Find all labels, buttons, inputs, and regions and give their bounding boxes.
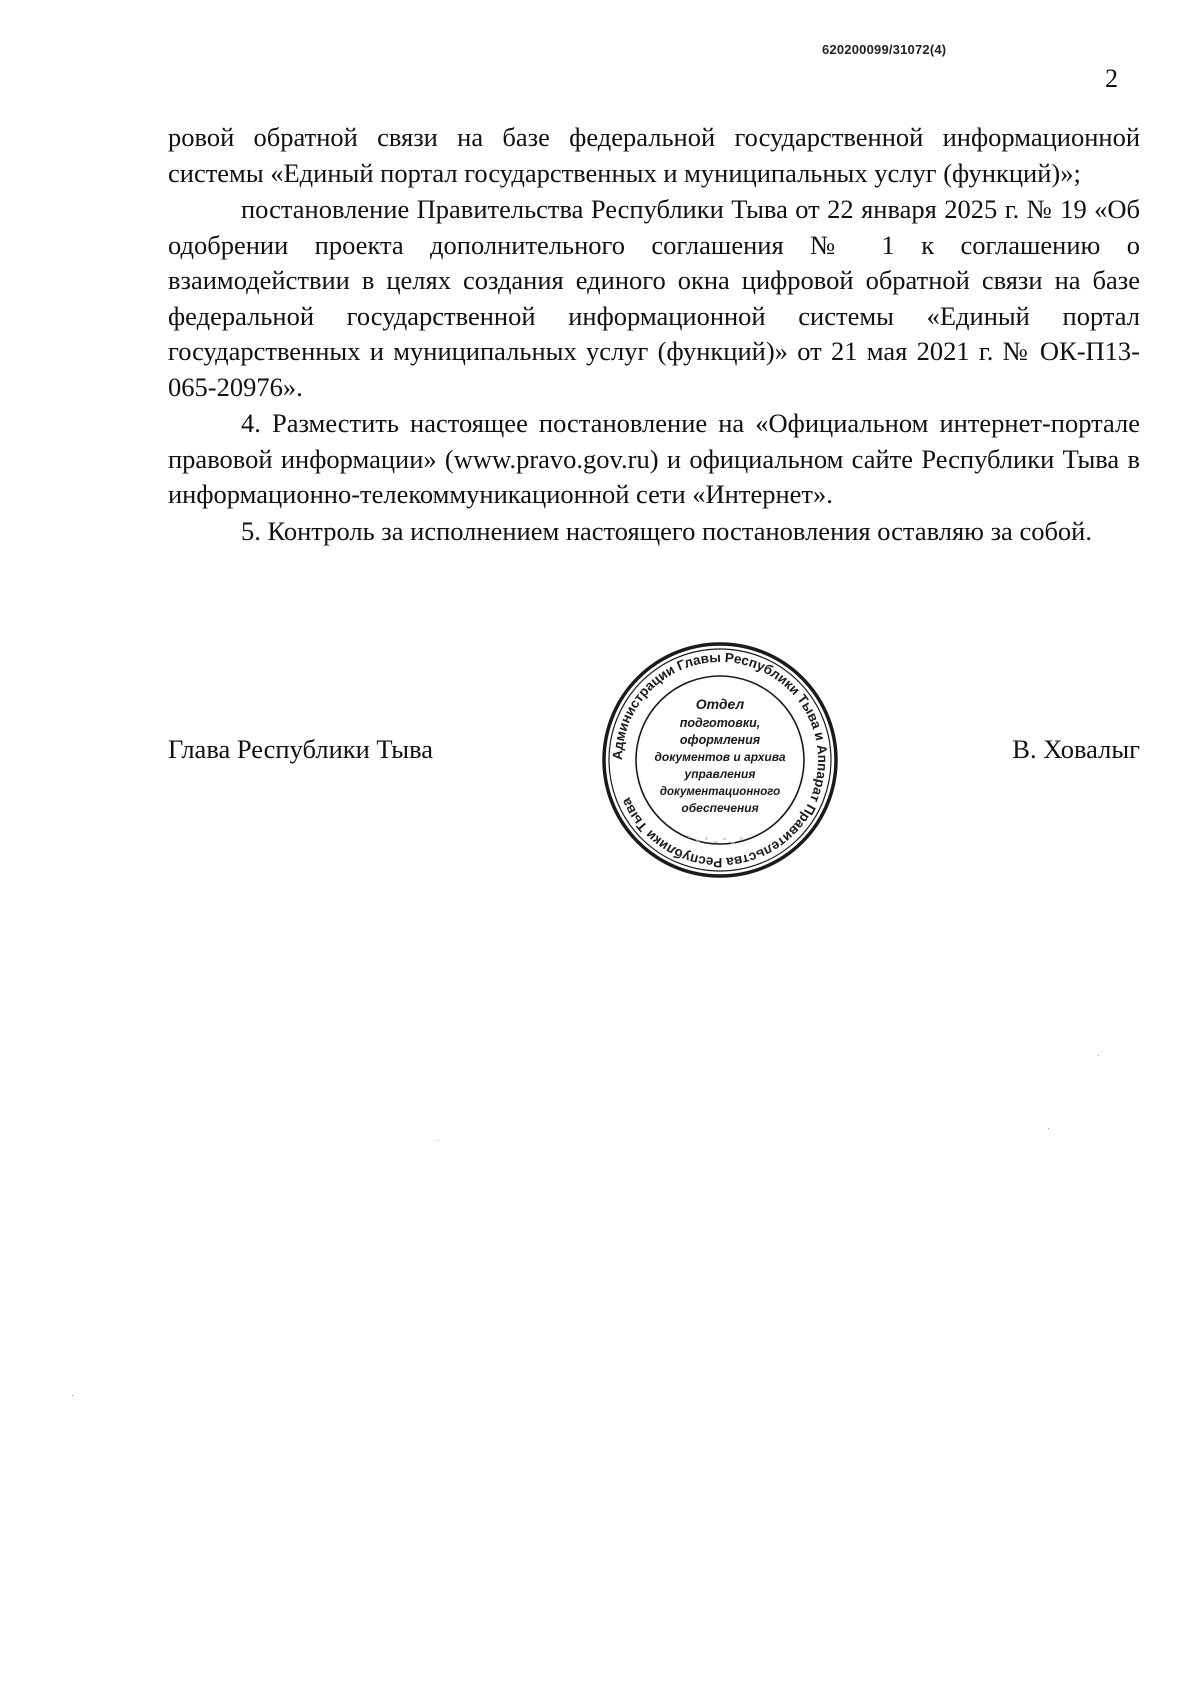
paragraph-item-5: 5. Контроль за исполнением настоящего постановления оставляю за собой. bbox=[241, 515, 1092, 546]
document-body bbox=[168, 120, 1140, 550]
stamp-line-1: Отдел bbox=[695, 696, 745, 712]
stamp-line-2: подготовки, bbox=[679, 716, 761, 730]
scan-speck bbox=[438, 1140, 439, 1141]
stamp-line-6: документационного bbox=[659, 786, 781, 798]
stamp-line-5: управления bbox=[684, 767, 756, 781]
signatory-name: В. Ховалыг bbox=[1012, 734, 1140, 764]
scan-speck bbox=[1048, 1128, 1049, 1129]
stamp-line-3: оформления bbox=[679, 733, 761, 747]
scan-speck bbox=[1098, 1055, 1099, 1056]
paragraph-item-4: 4. Разместить настоящее постановление на «Официальном интернет-портале правовой информации» (www.pravo.gov.ru) и официальном сайте Республики Тыва в информационно-телекоммуникационной сети «Интернет». bbox=[168, 408, 1140, 509]
signatory-position: Глава Республики Тыва bbox=[168, 734, 434, 764]
document-id: 620200099/31072(4) bbox=[822, 42, 947, 57]
scan-speck bbox=[72, 1395, 73, 1396]
paragraph-resolution-reference: постановление Правительства Республики Тыва от 22 января 2025 г. № 19 «Об одобрении проекта дополнительного соглашения № 1 к соглашению о взаимодействии в целях создания единого окна цифровой обратной связи на базе федеральной государственной информационной системы «Единый портал государственных и муниципальных услуг (функций)» от 21 мая 2021 г. № ОК-П13-065-20976». bbox=[168, 194, 1140, 402]
stamp-line-4: документов и архива bbox=[654, 750, 786, 764]
paragraph-continuation: ровой обратной связи на базе федеральной государственной информационной системы «Единый портал государственных и муниципальных услуг (функций)»; bbox=[168, 122, 1140, 188]
stamp-line-7: обеспечения bbox=[681, 801, 759, 815]
stamp-ring-text: Администрации Главы Республики Тыва и Аппарат Правительства Республики Тыва bbox=[609, 649, 831, 871]
page-number: 2 bbox=[1105, 64, 1118, 93]
official-seal-stamp bbox=[600, 640, 840, 880]
